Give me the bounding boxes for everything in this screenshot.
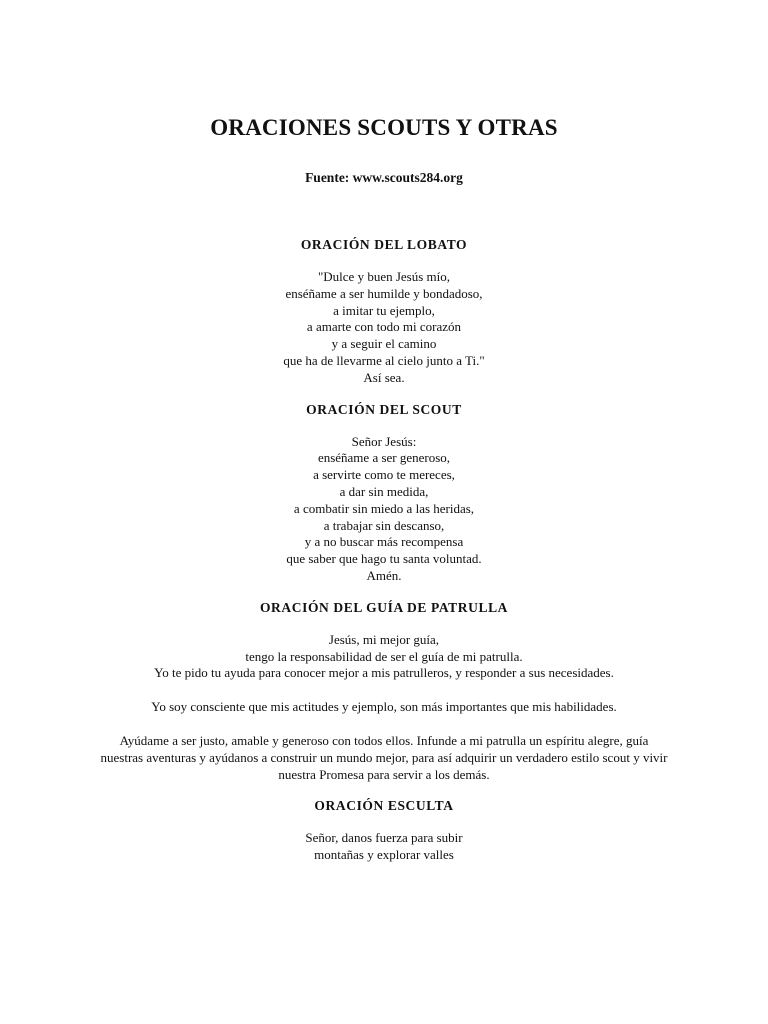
- verse-line: tengo la responsabilidad de ser el guía de mi patrulla.: [245, 648, 523, 664]
- prayer-paragraph: Ayúdame a ser justo, amable y generoso con todos ellos. Infunde a mi patrulla un espíritu alegre, guía nuestras aventuras y ayúdanos a construir un mundo mejor, para así adquirir un verdadero estilo scout y vivir nuestra Promesa para servir a los demás.: [100, 732, 668, 782]
- prayer-paragraph: Yo soy consciente que mis actitudes y ejemplo, son más importantes que mis habilidades.: [151, 699, 617, 715]
- verse-line: montañas y explorar valles: [314, 847, 454, 863]
- verse-line: Así sea.: [363, 369, 405, 385]
- verse-line: Señor, danos fuerza para subir: [305, 830, 463, 846]
- prayer-paragraph: Yo te pido tu ayuda para conocer mejor a mis patrulleros, y responder a sus necesidades.: [154, 665, 614, 681]
- section-oracion-scout: [100, 400, 668, 585]
- prayer-verse: [100, 632, 668, 666]
- verse-line: enséñame a ser generoso,: [317, 450, 451, 466]
- verse-line: a combatir sin miedo a las heridas,: [293, 500, 475, 516]
- verse-line: y a seguir el camino: [331, 336, 437, 352]
- page-title: ORACIONES SCOUTS Y OTRAS: [210, 115, 558, 140]
- section-heading: ORACIÓN DEL GUÍA DE PATRULLA: [259, 599, 509, 615]
- section-heading: ORACIÓN DEL SCOUT: [306, 401, 462, 417]
- prayer-verse: [100, 269, 668, 387]
- verse-line: que saber que hago tu santa voluntad.: [286, 551, 482, 567]
- verse-line: Amén.: [366, 567, 402, 583]
- prayers-content: [100, 235, 668, 877]
- verse-line: "Dulce y buen Jesús mío,: [317, 269, 451, 284]
- section-heading: ORACIÓN ESCULTA: [314, 798, 454, 814]
- verse-line: Señor Jesús:: [351, 433, 417, 449]
- prayer-verse: [100, 434, 668, 585]
- section-oracion-esculta: [100, 796, 668, 864]
- verse-line: a trabajar sin descanso,: [323, 517, 445, 533]
- verse-line: a imitar tu ejemplo,: [333, 302, 435, 318]
- section-oracion-lobato: [100, 235, 668, 387]
- verse-line: que ha de llevarme al cielo junto a Ti.": [283, 352, 485, 368]
- verse-line: a amarte con todo mi corazón: [306, 319, 462, 335]
- verse-line: y a no buscar más recompensa: [304, 534, 464, 550]
- source-line: Fuente: www.scouts284.org: [305, 170, 463, 185]
- verse-line: enséñame a ser humilde y bondadoso,: [285, 285, 483, 301]
- section-oracion-guia-patrulla: [100, 598, 668, 784]
- verse-line: Jesús, mi mejor guía,: [328, 631, 440, 647]
- section-heading: ORACIÓN DEL LOBATO: [300, 237, 468, 252]
- verse-line: a dar sin medida,: [339, 483, 429, 499]
- verse-line: a servirte como te mereces,: [313, 467, 455, 483]
- prayer-verse: [100, 830, 668, 864]
